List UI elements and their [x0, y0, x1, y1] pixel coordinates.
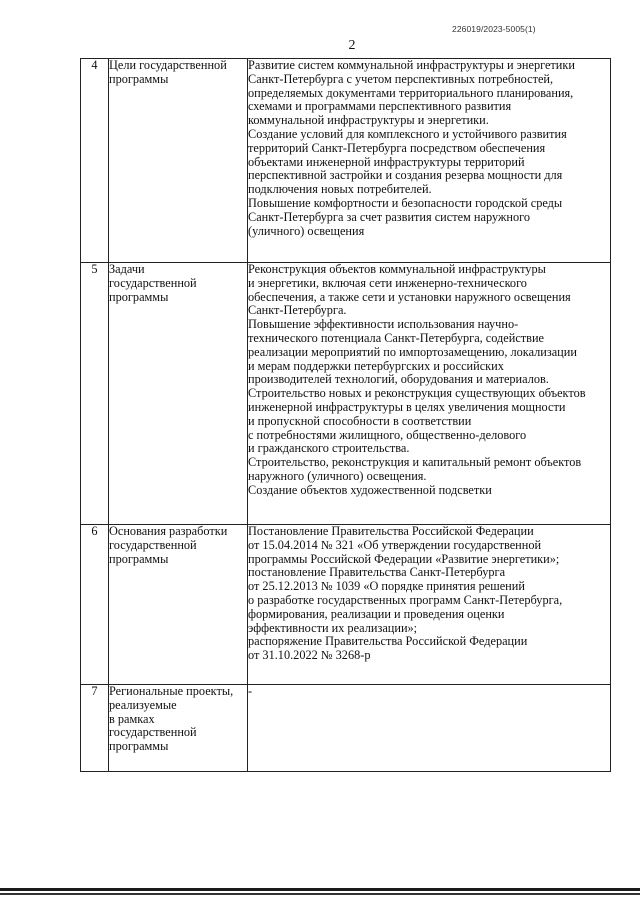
- value-line: Реконструкция объектов коммунальной инфраструктуры: [248, 262, 546, 276]
- value-line: Строительство новых и реконструкция существующих объектов: [248, 386, 586, 401]
- value-line: от 31.10.2022 № 3268-р: [248, 648, 371, 663]
- row-number: 4: [81, 59, 109, 263]
- label-line: программы: [109, 71, 169, 86]
- row-label: [109, 59, 248, 263]
- value-line: и пропускной способности в соответствии: [248, 413, 472, 428]
- value-line: инженерной инфраструктуры в целях увеличения мощности: [248, 399, 566, 414]
- label-line: государственной: [109, 725, 197, 740]
- value-line: Санкт-Петербурга с учетом перспективных потребностей,: [248, 71, 554, 86]
- value-line: Развитие систем коммунальной инфраструктуры и энергетики: [248, 58, 575, 72]
- value-line: Строительство, реконструкция и капитальный ремонт объектов: [248, 455, 582, 470]
- value-line: реализации мероприятий по импортозамещению, локализации: [248, 344, 577, 359]
- row-number: 6: [81, 525, 109, 685]
- value-line: о разработке государственных программ Санкт-Петербурга,: [248, 592, 563, 607]
- row-label: [109, 685, 248, 772]
- value-line: и гражданского строительства.: [248, 441, 410, 456]
- scan-edge-rule: [0, 893, 640, 895]
- value-line: Санкт-Петербурга за счет развития систем наружного: [248, 209, 531, 224]
- value-line: Создание объектов художественной подсветки: [248, 482, 492, 497]
- value-line: Повышение эффективности использования научно-: [248, 317, 519, 332]
- value-line: определяемых документами территориального планирования,: [248, 85, 574, 100]
- value-line: программы Российской Федерации «Развитие энергетики»;: [248, 551, 560, 566]
- label-line: Основания разработки: [109, 524, 228, 538]
- label-line: Цели государственной: [109, 58, 227, 72]
- label-line: программы: [109, 289, 169, 304]
- value-line: территорий Санкт-Петербурга посредством обеспечения: [248, 140, 546, 155]
- row-value: [248, 685, 611, 772]
- value-line: коммунальной инфраструктуры и энергетики.: [248, 113, 489, 128]
- value-line: технического потенциала Санкт-Петербурга, содействие: [248, 330, 545, 345]
- label-line: государственной: [109, 537, 197, 552]
- row-number: 5: [81, 263, 109, 525]
- row-value: [248, 59, 611, 263]
- value-line: Постановление Правительства Российской Федерации: [248, 524, 534, 538]
- row-value: [248, 263, 611, 525]
- value-line: обеспечения, а также сети и установки наружного освещения: [248, 289, 571, 304]
- value-line: распоряжение Правительства Российской Федерации: [248, 634, 528, 649]
- table-row: [81, 685, 611, 772]
- label-line: реализуемые: [109, 697, 177, 712]
- table-row: [81, 59, 611, 263]
- document-id: 226019/2023-5005(1): [452, 24, 536, 34]
- label-line: программы: [109, 739, 169, 754]
- label-line: Региональные проекты,: [109, 684, 234, 698]
- value-line: перспективной застройки и создания резерва мощности для: [248, 168, 563, 183]
- table-row: [81, 263, 611, 525]
- value-line: от 25.12.2013 № 1039 «О порядке принятия решений: [248, 579, 525, 594]
- value-line: и энергетики, включая сети инженерно-технического: [248, 275, 527, 290]
- value-line: подключения новых потребителей.: [248, 182, 432, 197]
- row-number: 7: [81, 685, 109, 772]
- value-line: наружного (уличного) освещения.: [248, 468, 427, 483]
- row-value: [248, 525, 611, 685]
- label-line: государственной: [109, 275, 197, 290]
- value-line: Санкт-Петербурга.: [248, 303, 347, 318]
- value-line: формирования, реализации и проведения оценки: [248, 606, 505, 621]
- value-line: схемами и программами перспективного развития: [248, 99, 512, 114]
- label-line: Задачи: [109, 262, 145, 276]
- program-passport-table: [80, 58, 611, 772]
- value-line: объектами инженерной инфраструктуры территорий: [248, 154, 525, 169]
- value-line: постановление Правительства Санкт-Петербурга: [248, 565, 506, 580]
- value-line: (уличного) освещения: [248, 223, 365, 238]
- row-label: [109, 263, 248, 525]
- row-label: [109, 525, 248, 685]
- value-line: производителей технологий, оборудования и материалов.: [248, 372, 549, 387]
- value-line: эффективности их реализации»;: [248, 620, 418, 635]
- value-line: Повышение комфортности и безопасности городской среды: [248, 195, 563, 210]
- table-row: [81, 525, 611, 685]
- value-line: с потребностями жилищного, общественно-делового: [248, 427, 527, 442]
- value-line: от 15.04.2014 № 321 «Об утверждении государственной: [248, 537, 542, 552]
- label-line: программы: [109, 551, 169, 566]
- label-line: в рамках: [109, 711, 155, 726]
- value-line: -: [248, 684, 253, 698]
- page-number: 2: [348, 38, 356, 53]
- value-line: Создание условий для комплексного и устойчивого развития: [248, 126, 567, 141]
- scan-edge-rule: [0, 888, 640, 891]
- value-line: и мерам поддержки петербургских и российских: [248, 358, 504, 373]
